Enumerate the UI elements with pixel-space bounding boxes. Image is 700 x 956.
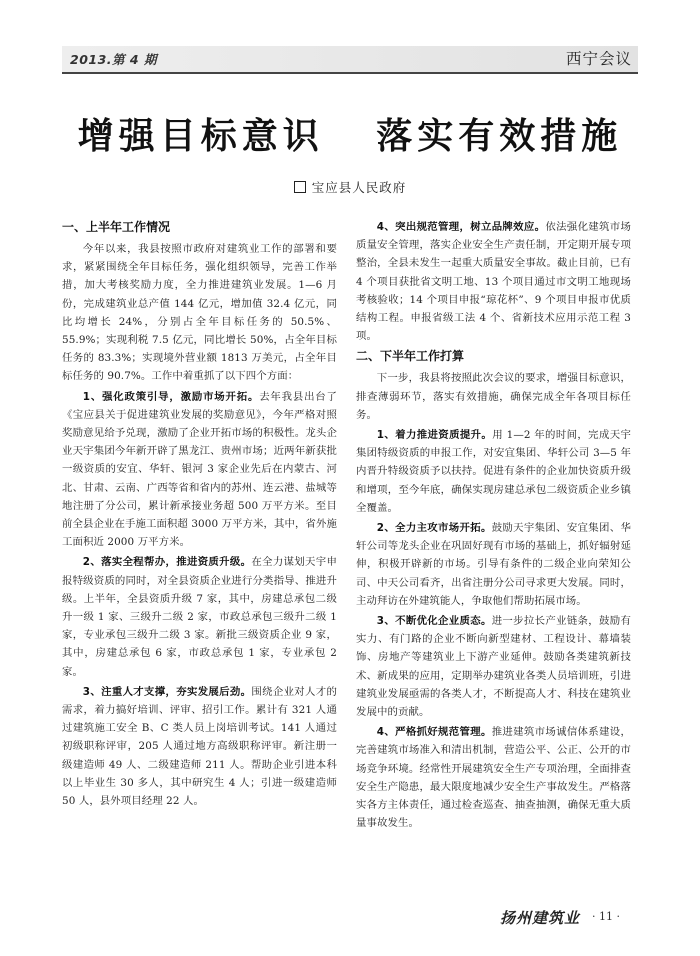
magazine-logo: 扬州建筑业 — [500, 909, 581, 927]
paragraph — [356, 426, 631, 517]
paragraph-text: 在全力谋划天宇申报特级资质的同时，对全县资质企业进行分类指导、推进升级。上半年，全县资质升级 7 家，其中，房建总承包二级升一级 1 家、三级升二级 2 家，市政总承包三级升二级 1 家，专业承包三级升二级 3 家。新批三级资质企业 9 家，其中，房建总承包 6 家，市政总承包 1 家，专业承包 2 家。 — [62, 556, 337, 678]
issue-label: 2013.第 4 期 — [70, 52, 157, 67]
subheading: 1、强化政策引导，激励市场开拓。 — [82, 390, 260, 403]
subheading: 2、全力主攻市场开拓。 — [376, 522, 492, 535]
paragraph-text: 用 1—2 年的时间，完成天宇集团特级资质的申报工作，对安宜集团、华轩公司 3—5 年内晋升特级资质予以扶持。促进有条件的企业加快资质升级和增项，至今年底，确保实现房建总承包二级资质企业乡镇全覆盖。 — [356, 429, 631, 514]
paragraph — [356, 369, 631, 424]
subheading: 2、落实全程帮办，推进资质升级。 — [82, 556, 252, 569]
article-title: 增强目标意识 落实有效措施 — [77, 116, 623, 157]
right-column — [356, 218, 631, 835]
paragraph-text: 推进建筑市场诚信体系建设，完善建筑市场准入和清出机制，营造公平、公正、公开的市场竞争环境。经常性开展建筑安全生产专项治理，全面排查安全生产隐患，最大限度地减少安全生产事故发生。严格落实各方主体责任，通过检查巡查、抽查抽测，确保无重大质量事故发生。 — [356, 726, 631, 830]
page-header — [62, 46, 638, 74]
subheading: 4、突出规范管理，树立品牌效应。 — [376, 221, 546, 233]
paragraph-text: 今年以来，我县按照市政府对建筑业工作的部署和要求，紧紧围绕全年目标任务，强化组织领导，完善工作举措，加大考核奖励力度，全力推进建筑业发展。1—6 月份，完成建筑业总产值 144 亿元，增加值 32.4 亿元，同比均增长 24%，分别占全年目标任务的 50.5%、55.9%；实现利税 7.5 亿元，同比增长 50%，占全年目标任务的 83.3%；实现境外营业额 1813 万美元，占全年目标任务的 90.7%。工作中着重抓了以下四个方面： — [62, 243, 337, 383]
article-author — [62, 178, 638, 196]
paragraph-text: 进一步拉长产业链条，鼓励有实力、有门路的企业不断向新型建材、工程设计、幕墙装饰、房地产等建筑业上下游产业延伸。鼓励各类建筑新技术、新成果的应用，定期举办建筑业各类人员培训班，引进建筑业发展亟需的各类人才，不断提高人才、科技在建筑业发展中的贡献。 — [356, 615, 631, 719]
square-icon — [294, 181, 306, 193]
paragraph — [62, 683, 337, 810]
author-name: 宝应县人民政府 — [311, 180, 407, 195]
paragraph — [62, 240, 337, 386]
paragraph-text: 下一步，我县将按照此次会议的要求，增强目标意识，排查薄弱环节，落实有效措施，确保完成全年各项目标任务。 — [356, 372, 631, 421]
subheading: 1、着力推进资质提升。 — [376, 429, 493, 442]
paragraph — [356, 519, 631, 610]
paragraph-text: 鼓励天宇集团、安宜集团、华轩公司等龙头企业在巩固好现有市场的基础上，抓好辐射延伸，积极开辟新的市场。引导有条件的二级企业向荣知公司、中天公司看齐，出省注册分公司寻求更大发展。同时，主动拜访在外建筑能人，争取他们帮助拓展市场。 — [356, 522, 631, 607]
paragraph — [356, 218, 631, 345]
subheading: 3、注重人才支撑，夯实发展后劲。 — [82, 685, 252, 698]
section-heading: 一、上半年工作情况 — [62, 220, 171, 234]
column-name: 西宁会议 — [565, 50, 632, 68]
subheading: 4、严格抓好规范管理。 — [376, 726, 492, 739]
paragraph — [356, 723, 631, 832]
paragraph — [62, 553, 337, 680]
paragraph-text: 依法强化建筑市场质量安全管理，落实企业安全生产责任制，开定期开展专项整治，全县未发生一起重大质量安全事故。截止目前，已有 4 个项目获批省文明工地、13 个项目通过市文明工地现场考核验收；14 个项目申报“琼花杯”、9 个项目申报市优质结构工程。申报省级工法 4 个、省新技术应用示范工程 3 项。 — [356, 221, 631, 343]
paragraph — [356, 612, 631, 721]
subheading: 3、不断优化企业质态。 — [376, 615, 492, 628]
paragraph-text: 围绕企业对人才的需求，着力搞好培训、评审、招引工作。累计有 321 人通过建筑施工安全 B、C 类人员上岗培训考试。141 人通过初级职称评审，205 人通过地方高级职称评审。新注册一级建造师 49 人、二级建造师 211 人。帮助企业引进本科以上毕业生 30 多人，其中研究生 4 人；引进一级建造师 50 人，县外项目经理 22 人。 — [62, 685, 337, 808]
paragraph-text: 去年我县出台了《宝应县关于促进建筑业发展的奖励意见》，今年严格对照奖励意见给予兑现，激励了企业开拓市场的积极性。龙头企业天宇集团今年新开辟了黑龙江、贵州市场；近两年新获批一级资质的安宜、华轩、银河 3 家企业先后在内蒙古、河北、甘肃、云南、广西等省和省内的苏州、连云港、盐城等地注册了分公司，累计新承接业务超 500 万平方米。至目前全县企业在手施工面积超 3000 万平方米，其中，省外施工面积近 2000 万平方米。 — [62, 390, 338, 549]
left-column — [62, 218, 337, 812]
page-footer — [500, 907, 640, 929]
page-number: · 11 · — [592, 910, 620, 923]
section-heading: 二、下半年工作打算 — [356, 349, 465, 364]
paragraph — [62, 388, 337, 552]
